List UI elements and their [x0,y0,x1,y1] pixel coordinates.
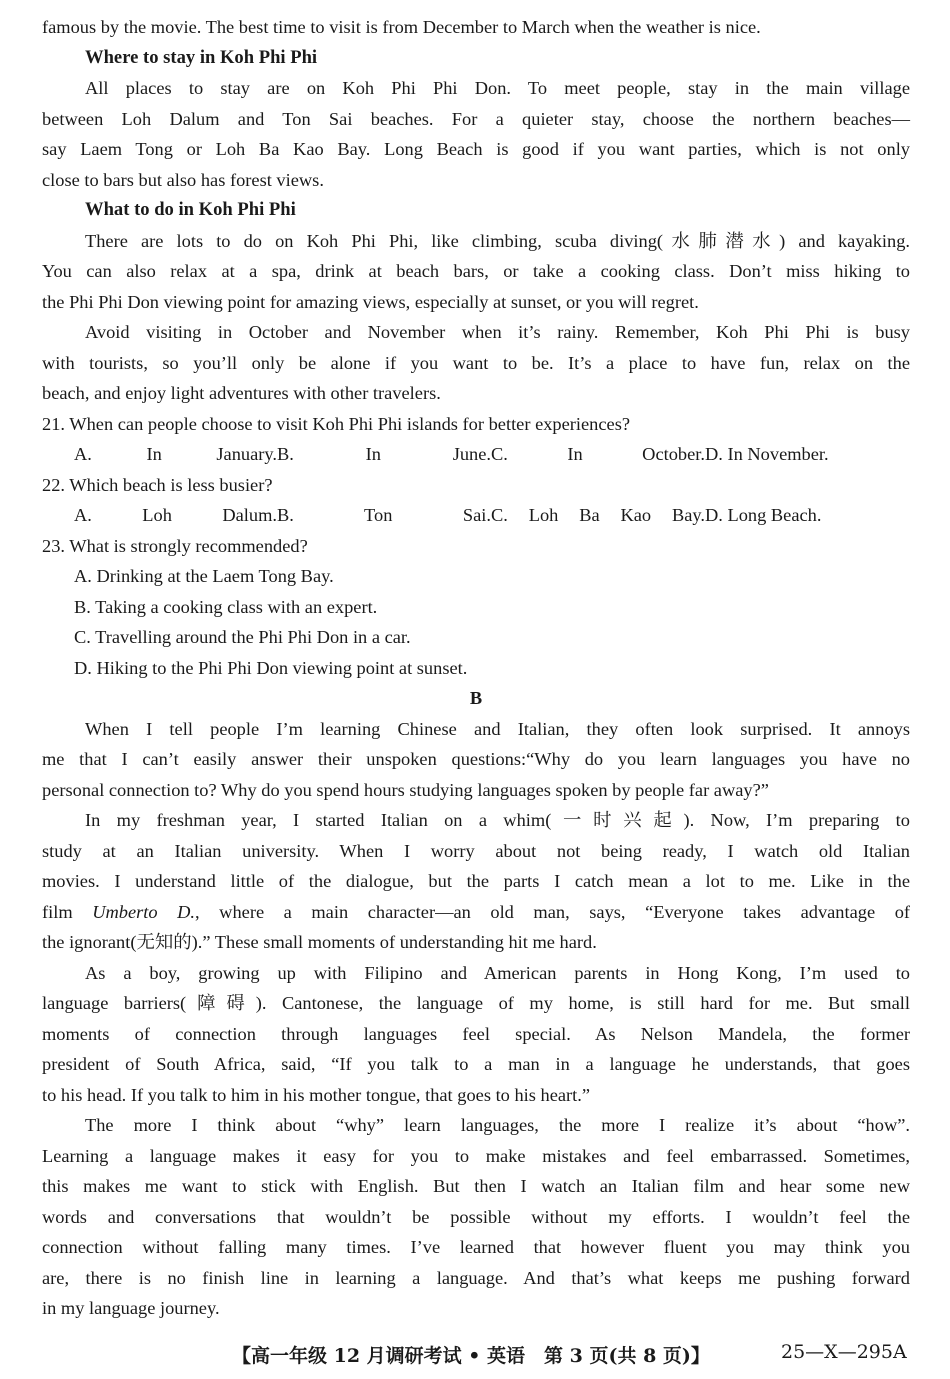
paragraph-line: personal connection to? Why do you spend hours studying languages spoken by people far away?” [42,779,769,800]
option-c: C. In October. [491,444,705,464]
question-22: 22. Which beach is less busier? [42,474,273,495]
paragraph-line: Avoid visiting in October and November when it’s rainy. Remember, Koh Phi Phi is busy [85,322,910,342]
option-b: B. In June. [277,444,491,464]
footer-exam-info: 【高一年级 12 月调研考试 • 英语 第 3 页(共 8 页)】 [232,1345,710,1367]
film-suffix: , where a main character—an old man, says, “Everyone takes advantage of [195,901,911,922]
paragraph-line: moments of connection through languages feel special. As Nelson Mandela, the former [42,1023,910,1044]
section-b-heading: B [469,688,483,708]
section-heading-do: What to do in Koh Phi Phi [85,199,296,220]
option-d: D. In November. [705,444,829,464]
paragraph-line: between Loh Dalum and Ton Sai beaches. For a quieter stay, choose the northern beaches— [42,108,910,129]
option-d: D. Hiking to the Phi Phi Don viewing point at sunset. [74,657,468,678]
paragraph-line: the Phi Phi Don viewing point for amazing views, especially at sunset, or you will regret. [42,291,699,312]
paragraph-line: You can also relax at a spa, drink at beach bars, or take a cooking class. Don’t miss hiking to [42,261,910,281]
paragraph-line: In my freshman year, I started Italian on a whim(一时兴起). Now, I’m preparing to [85,810,910,830]
paragraph-line: this makes me want to stick with English. But then I watch an Italian film and hear some new [42,1176,910,1196]
paragraph-line: movies. I understand little of the dialogue, but the parts I catch mean a lot to me. Like in the [42,871,910,891]
paragraph-line: famous by the movie. The best time to visit is from December to March when the weather is nice. [42,17,761,37]
option-c: C. Travelling around the Phi Phi Don in a car. [74,627,411,647]
option-c: C. Loh Ba Kao Bay. [491,505,705,525]
option-b: B. Ton Sai. [277,505,491,525]
paragraph-line: Learning a language makes it easy for you to make mistakes and feel embarrassed. Sometimes, [42,1145,910,1166]
paragraph-line: say Laem Tong or Loh Ba Kao Bay. Long Beach is good if you want parties, which is not only [42,139,910,159]
paragraph-line: to his head. If you talk to him in his mother tongue, that goes to his heart.” [42,1084,591,1105]
option-a: A. In January. [74,444,277,464]
section-heading-stay: Where to stay in Koh Phi Phi [85,46,318,68]
paragraph-line: language barriers(障碍). Cantonese, the language of my home, is still hard for me. But small [42,993,910,1013]
paragraph-line [42,897,910,928]
paragraph-line: in my language journey. [42,1298,220,1318]
option-d: D. Long Beach. [705,505,822,525]
option-a: A. Loh Dalum. [74,505,277,525]
document-page [42,12,910,1324]
paragraph-line: president of South Africa, said, “If you talk to a man in a language he understands, that goes [42,1054,910,1074]
paragraph-line: beach, and enjoy light adventures with other travelers. [42,383,441,403]
paragraph-line: close to bars but also has forest views. [42,169,324,190]
paragraph-line: When I tell people I’m learning Chinese and Italian, they often look surprised. It annoys [85,718,910,739]
footer-code: 25—X—295A [781,1341,907,1363]
question-22-options [42,500,910,531]
film-prefix: film [42,901,93,922]
paragraph-line: study at an Italian university. When I worry about not being ready, I watch old Italian [42,840,910,861]
page-footer [0,1335,950,1367]
question-21: 21. When can people choose to visit Koh Phi Phi islands for better experiences? [42,413,631,434]
paragraph-line: All places to stay are on Koh Phi Phi Don. To meet people, stay in the main village [85,78,910,98]
paragraph-line: connection without falling many times. I’ve learned that however fluent you may think you [42,1237,910,1257]
question-21-options [42,439,910,470]
paragraph-line: me that I can’t easily answer their unspoken questions:“Why do you learn languages you have no [42,749,910,769]
paragraph-line: The more I think about “why” learn languages, the more I realize it’s about “how”. [85,1115,910,1135]
paragraph-line: There are lots to do on Koh Phi Phi, like climbing, scuba diving(水肺潜水) and kayaking. [85,230,910,251]
paragraph-line: As a boy, growing up with Filipino and American parents in Hong Kong, I’m used to [85,962,910,983]
paragraph-line: the ignorant(无知的).” These small moments of understanding hit me hard. [42,932,597,952]
film-title: Umberto D. [92,901,196,922]
paragraph-line: words and conversations that wouldn’t be possible without my efforts. I wouldn’t feel the [42,1206,910,1227]
paragraph-line: with tourists, so you’ll only be alone if you want to be. It’s a place to have fun, relax on the [42,352,910,373]
option-b: B. Taking a cooking class with an expert. [74,596,378,617]
question-23: 23. What is strongly recommended? [42,535,308,556]
paragraph-line: are, there is no finish line in learning a language. And that’s what keeps me pushing forward [42,1267,910,1288]
option-a: A. Drinking at the Laem Tong Bay. [74,566,334,586]
